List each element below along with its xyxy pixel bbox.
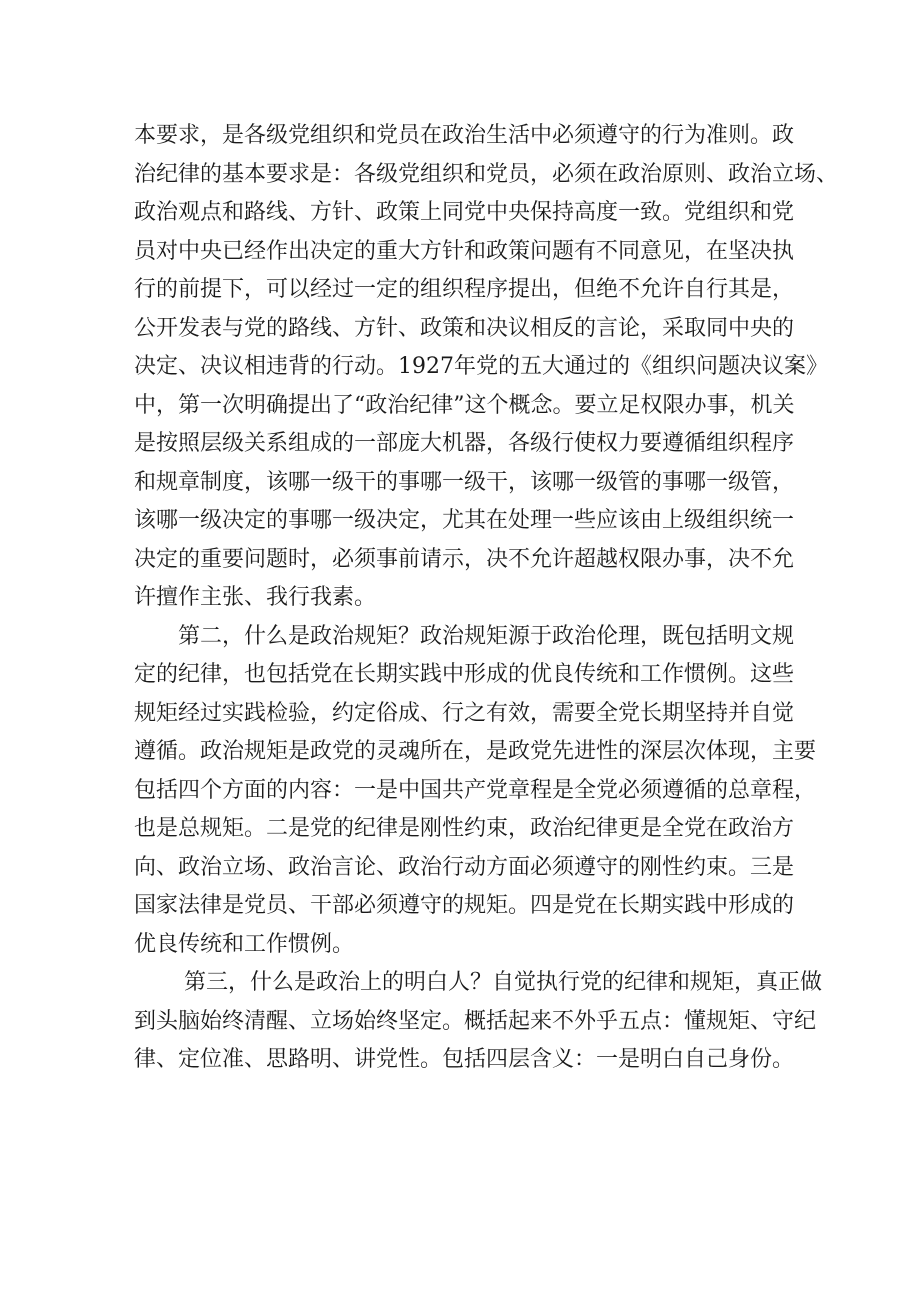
text-line: 公开发表与党的路线、方针、政策和决议相反的言论，采取同中央的 bbox=[134, 315, 795, 341]
text-line: 本要求，是各级党组织和党员在政治生活中必须遵守的行为准则。政 bbox=[134, 123, 795, 148]
paragraph-start-line: 第三，什么是政治上的明白人？自觉执行党的纪律和规矩，真正做 bbox=[184, 970, 823, 995]
text-line: 律、定位准、思路明、讲党性。包括四层含义：一是明白自己身份。 bbox=[134, 1047, 795, 1072]
text-line: 决定的重要问题时，必须事前请示，决不允许超越权限办事，决不允 bbox=[134, 546, 795, 572]
text-line: 包括四个方面的内容：一是中国共产党章程是全党必须遵循的总章程， bbox=[134, 777, 817, 803]
text-line: 行的前提下，可以经过一定的组织程序提出，但绝不允许自行其是， bbox=[134, 277, 795, 302]
text-line: 中，第一次明确提出了“政治纪律”这个概念。要立足权限办事，机关 bbox=[134, 392, 795, 418]
text-line: 向、政治立场、政治言论、政治行动方面必须遵守的刚性约束。三是 bbox=[134, 854, 795, 880]
text-line: 是按照层级关系组成的一部庞大机器，各级行使权力要遵循组织程序 bbox=[134, 431, 795, 456]
text-line: 规矩经过实践检验，约定俗成、行之有效，需要全党长期坚持并自觉 bbox=[134, 700, 795, 726]
text-line: 遵循。政治规矩是政党的灵魂所在，是政党先进性的深层次体现，主要 bbox=[134, 739, 817, 764]
text-line: 定的纪律，也包括党在长期实践中形成的优良传统和工作惯例。这些 bbox=[134, 662, 795, 687]
text-line: 优良传统和工作惯例。 bbox=[134, 931, 355, 957]
text-line: 许擅作主张、我行我素。 bbox=[134, 585, 377, 610]
text-line: 政治观点和路线、方针、政策上同党中央保持高度一致。党组织和党 bbox=[134, 200, 795, 225]
text-line: 到头脑始终清醒、立场始终坚定。概括起来不外乎五点：懂规矩、守纪 bbox=[134, 1008, 817, 1034]
text-line: 国家法律是党员、干部必须遵守的规矩。四是党在长期实践中形成的 bbox=[134, 893, 795, 918]
paragraph-start-line: 第二，什么是政治规矩？政治规矩源于政治伦理，既包括明文规 bbox=[178, 623, 795, 649]
text-line: 该哪一级决定的事哪一级决定，尤其在处理一些应该由上级组织统一 bbox=[134, 508, 795, 533]
text-line: 员对中央已经作出决定的重大方针和政策问题有不同意见，在坚决执 bbox=[134, 238, 795, 264]
text-line: 治纪律的基本要求是：各级党组织和党员，必须在政治原则、政治立场、 bbox=[134, 161, 839, 187]
text-line: 决定、决议相违背的行动。1927年党的五大通过的《组织问题决议案》 bbox=[134, 354, 828, 379]
text-line: 和规章制度，该哪一级干的事哪一级干，该哪一级管的事哪一级管， bbox=[134, 469, 795, 495]
text-line: 也是总规矩。二是党的纪律是刚性约束，政治纪律更是全党在政治方 bbox=[134, 816, 795, 841]
body-text bbox=[134, 117, 839, 1080]
